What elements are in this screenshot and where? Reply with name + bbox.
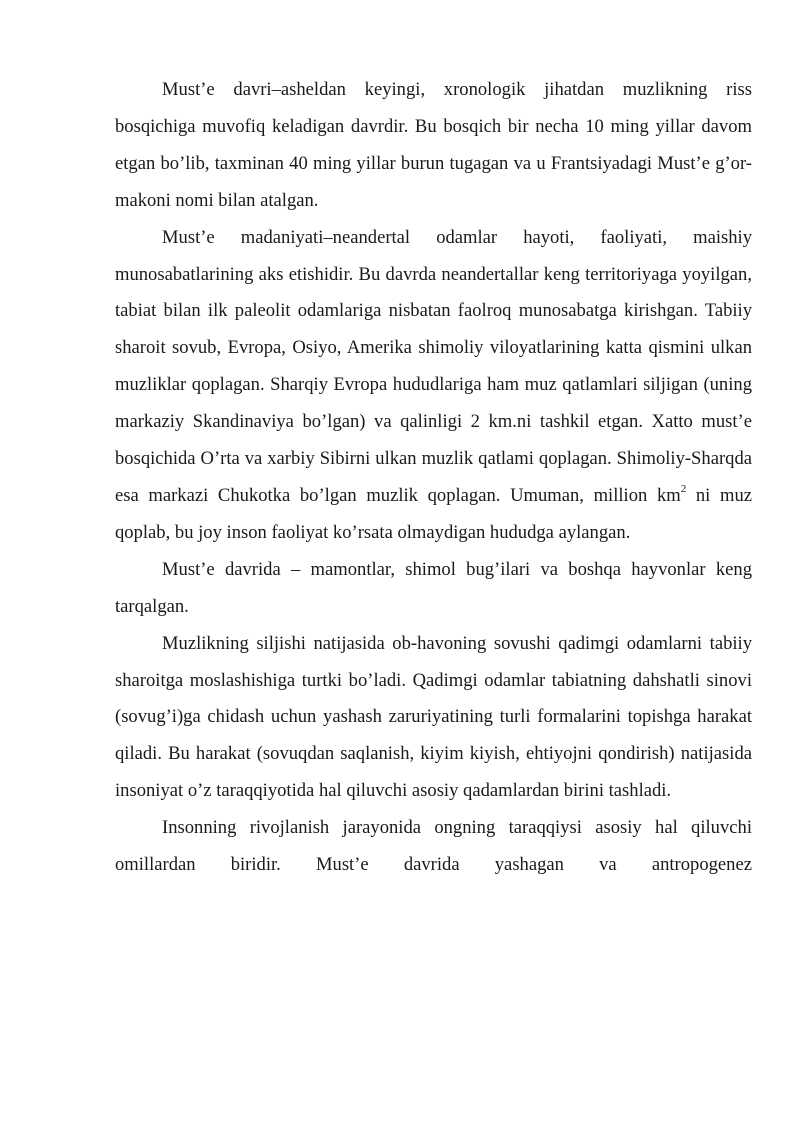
paragraph-glacier-movement: Muzlikning siljishi natijasida ob-havoning sovushi qadimgi odamlarni tabiiy sharoitga moslashishiga turtki bo’ladi. Qadimgi odamlar tabiatning dahshatli sinovi (sovug’i)ga chidash uchun yashash zaruriyatining turli formalarini topishga harakat qiladi. Bu harakat (sovuqdan saqlanish, kiyim kiyish, ehtiyojni qondirish) natijasida insoniyat o’z taraqqiyotida hal qiluvchi asosiy qadamlardan birini tashladi. [115, 632, 752, 802]
paragraph-human-development: Insonning rivojlanish jarayonida ongning taraqqiysi asosiy hal qiluvchi omillardan biridir. Must’e davrida yashagan va antropogenez [115, 817, 752, 876]
paragraph-must-e-culture [115, 220, 752, 552]
paragraph-must-e-period: Must’e davri–asheldan keyingi, xronologik jihatdan muzlikning riss bosqichiga muvofiq keladigan davrdir. Bu bosqich bir necha 10 ming yillar davom etgan bo’lib, taxminan 40 ming yillar burun tugagan va u Frantsiyadagi Must’e g’or-makoni nomi bilan atalgan. [115, 79, 752, 211]
paragraph-must-e-animals: Must’e davrida – mamontlar, shimol bug’ilari va boshqa hayvonlar keng tarqalgan. [115, 558, 752, 617]
paragraph-text: Must’e madaniyati–neandertal odamlar hayoti, faoliyati, maishiy munosabatlarining aks etishidir. Bu davrda neandertallar keng territoriyaga yoyilgan, tabiat bilan ilk paleolit odamlariga nisbatan faolroq munosabatga kirishgan. Tabiiy sharoit sovub, Evropa, Osiyo, Amerika shimoliy viloyatlarining katta qismini ulkan muzliklar qoplagan. Sharqiy Evropa hududlariga ham muz qatlamlari siljigan (uning markaziy Skandinaviya bo’lgan) va qalinligi 2 km.ni tashkil etgan. Xatto must’e bosqichida O’rta va xarbiy Sibirni ulkan muzlik qatlami qoplagan. Shimoliy-Sharqda esa markazi Chukotka bo’lgan muzlik qoplagan. Umuman, million km [115, 226, 752, 506]
document-page [115, 72, 752, 884]
superscript-square: 2 [680, 482, 687, 495]
paragraph-text-continued: ni muz qoplab, bu joy inson faoliyat ko’rsata olmaydigan hududga aylangan. [115, 484, 752, 543]
